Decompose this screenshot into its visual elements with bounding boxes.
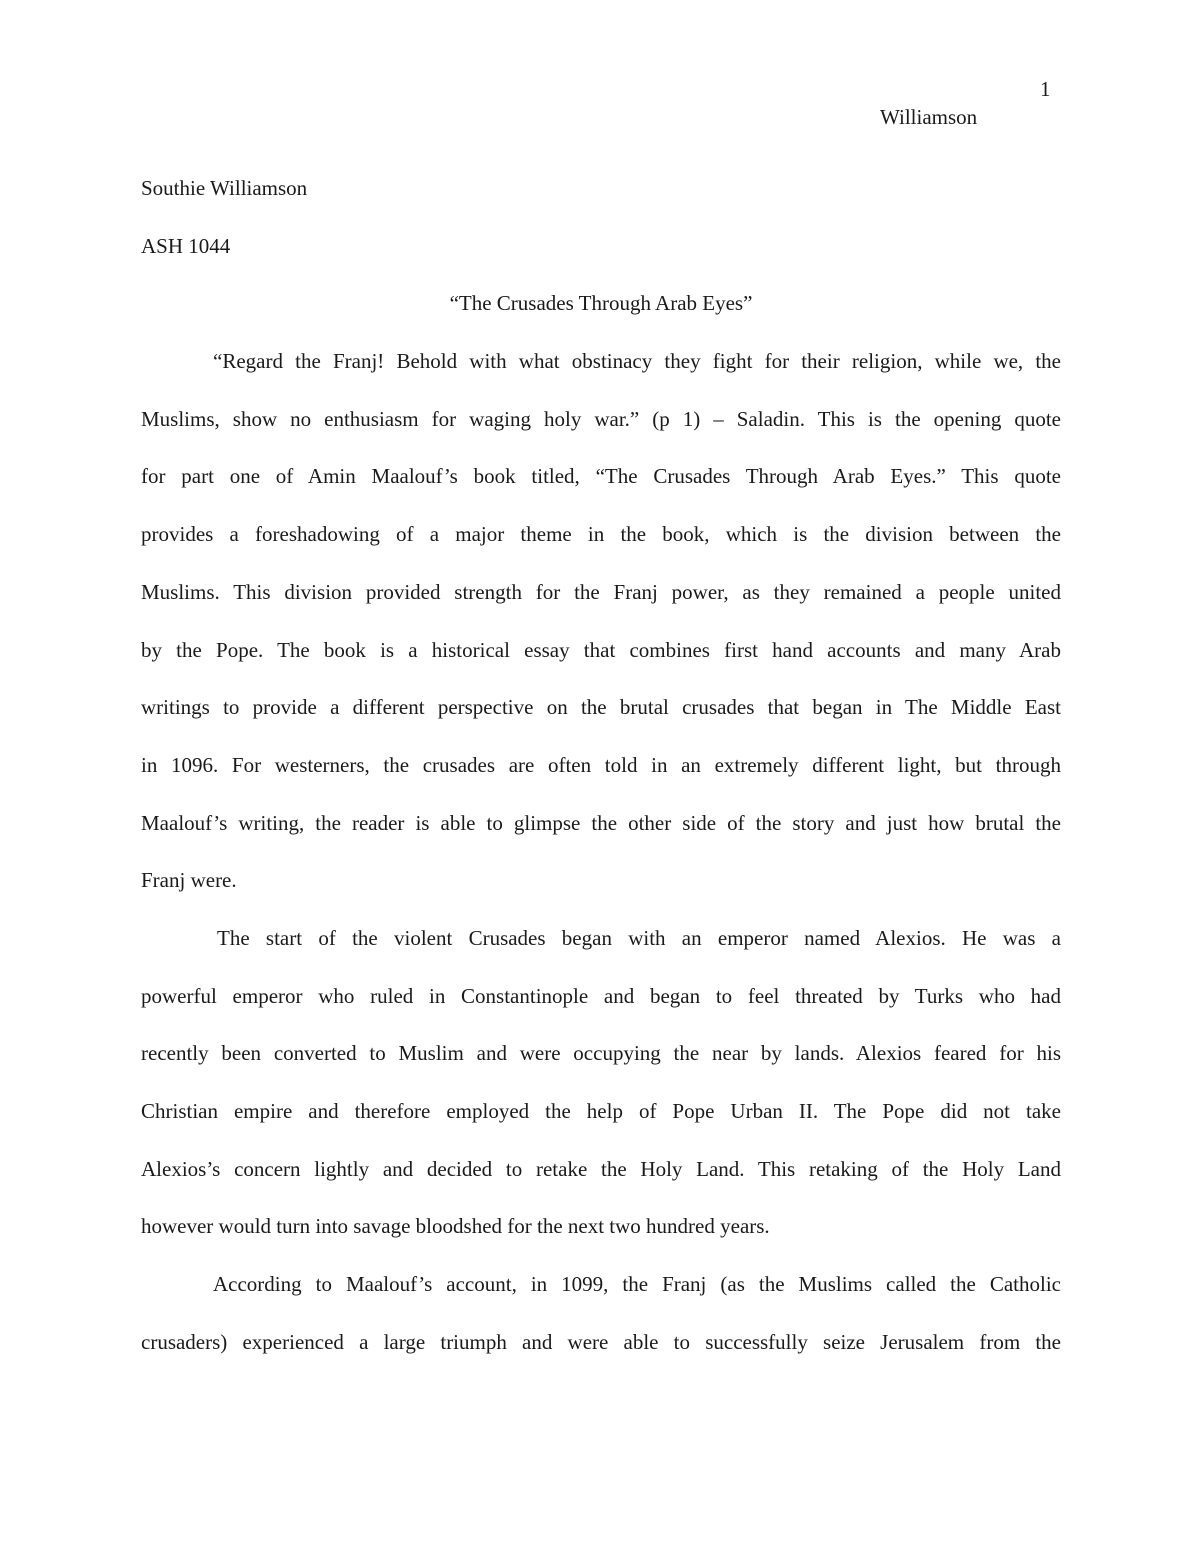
paragraph-2-line-1: The start of the violent Crusades began with an emperor named Alexios. He was a	[217, 925, 1061, 950]
paragraph-3-line-2: crusaders) experienced a large triumph and were able to successfully seize Jerusalem from the	[141, 1329, 1061, 1354]
paragraph-2-line-6: however would turn into savage bloodshed for the next two hundred years.	[141, 1214, 770, 1239]
paragraph-3-line-1: According to Maalouf’s account, in 1099, the Franj (as the Muslims called the Catholic	[213, 1272, 1061, 1297]
essay-body	[141, 160, 1061, 1371]
paragraph-1-line-8: in 1096. For westerners, the crusades are often told in an extremely different light, but through	[141, 752, 1061, 777]
page-number: 1	[1040, 77, 1051, 101]
running-head: Williamson	[880, 105, 978, 129]
paragraph-2-line-4: Christian empire and therefore employed the help of Pope Urban II. The Pope did not take	[141, 1099, 1061, 1123]
paragraph-2-line-3: recently been converted to Muslim and were occupying the near by lands. Alexios feared for his	[141, 1041, 1061, 1066]
paragraph-1-line-3: for part one of Amin Maalouf’s book titled, “The Crusades Through Arab Eyes.” This quote	[141, 464, 1061, 489]
paragraph-1-line-1: “Regard the Franj! Behold with what obstinacy they fight for their religion, while we, the	[213, 349, 1061, 374]
author-name: Southie Williamson	[141, 176, 308, 200]
paragraph-1-line-2: Muslims, show no enthusiasm for waging holy war.” (p 1) – Saladin. This is the opening quote	[141, 406, 1061, 431]
paragraph-1-line-7: writings to provide a different perspective on the brutal crusades that began in The Middle East	[141, 695, 1061, 720]
paragraph-1-line-10: Franj were.	[141, 868, 237, 893]
paragraph-1-line-5: Muslims. This division provided strength for the Franj power, as they remained a people united	[141, 579, 1061, 604]
paragraph-1-line-6: by the Pope. The book is a historical essay that combines first hand accounts and many Arab	[141, 637, 1061, 662]
course-code: ASH 1044	[141, 233, 231, 258]
paragraph-1-line-4: provides a foreshadowing of a major theme in the book, which is the division between the	[141, 522, 1061, 547]
essay-title: “The Crusades Through Arab Eyes”	[449, 291, 753, 316]
paragraph-1-line-9: Maalouf’s writing, the reader is able to glimpse the other side of the story and just how brutal the	[141, 810, 1061, 835]
paragraph-2-line-2: powerful emperor who ruled in Constantinople and began to feel threated by Turks who had	[141, 983, 1061, 1008]
paragraph-2-line-5: Alexios’s concern lightly and decided to retake the Holy Land. This retaking of the Holy Land	[141, 1156, 1061, 1181]
